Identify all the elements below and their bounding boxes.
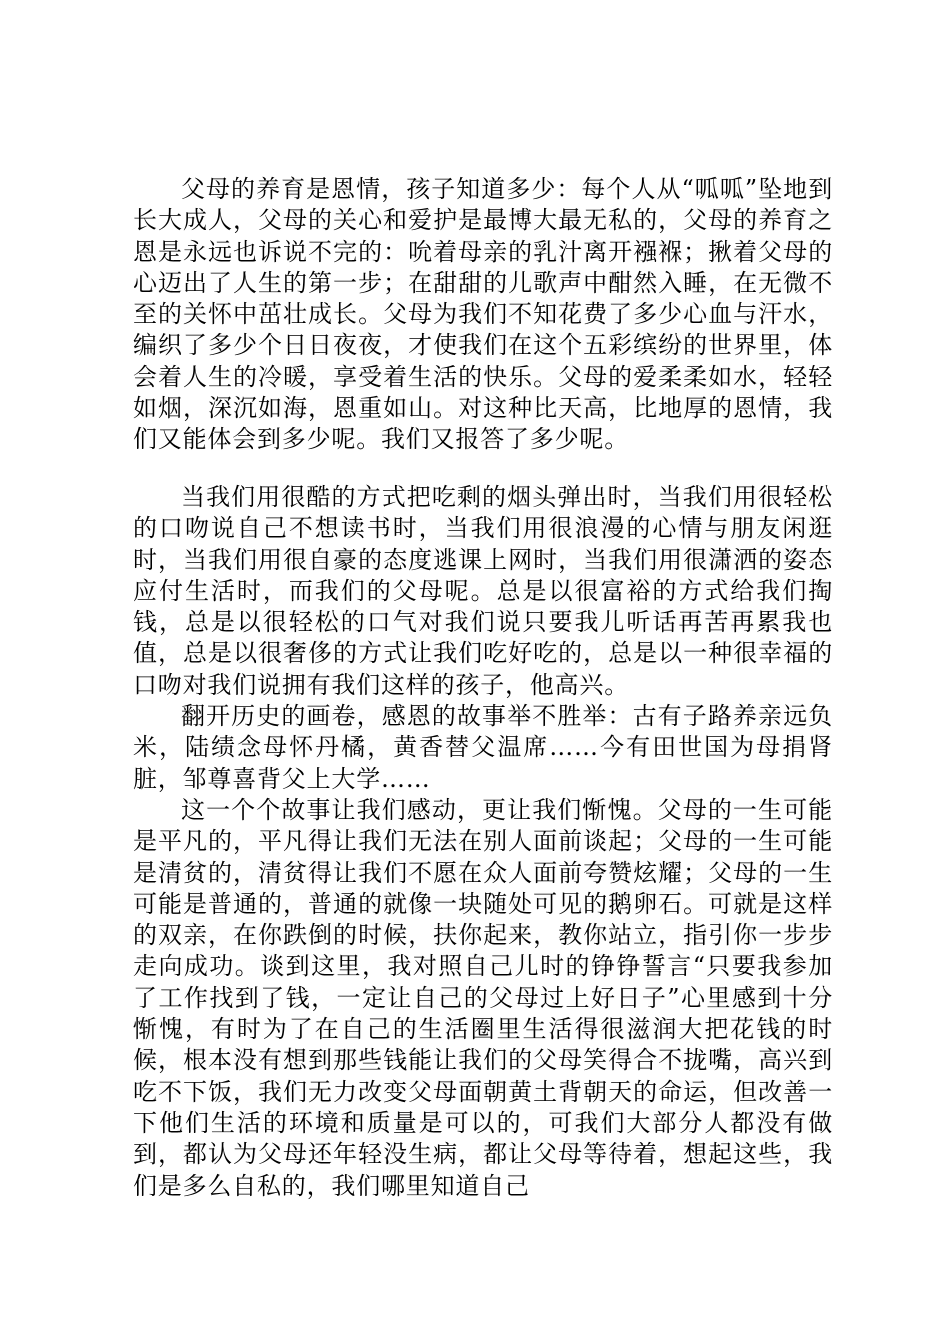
paragraph-gratitude-upbringing: 父母的养育是恩情，孩子知道多少：每个人从“呱呱”坠地到长大成人，父母的关心和爱护是最博大最无私的，父母的养育之恩是永远也诉说不完的：吮着母亲的乳汁离开襁褓；揪着父母的心迈出了人生的第一步；在甜甜的儿歌声中酣然入睡，在无微不至的关怀中茁壮成长。父母为我们不知花费了多少心血与汗水，编织了多少个日日夜夜，才使我们在这个五彩缤纷的世界里，体会着人生的冷暖，享受着生活的快乐。父母的爱柔柔如水，轻轻如烟，深沉如海，恩重如山。对这种比天高，比地厚的恩情，我们又能体会到多少呢。我们又报答了多少呢。 [133,175,833,454]
paragraph-contrast-parents: 当我们用很酷的方式把吃剩的烟头弹出时，当我们用很轻松的口吻说自己不想读书时，当我们用很浪漫的心情与朋友闲逛时，当我们用很自豪的态度逃课上网时，当我们用很潇洒的姿态应付生活时，而我们的父母呢。总是以很富裕的方式给我们掏钱，总是以很轻松的口气对我们说只要我儿听话再苦再累我也值，总是以很奢侈的方式让我们吃好吃的，总是以一种很幸福的口吻对我们说拥有我们这样的孩子，他高兴。 [133,483,833,699]
paragraph-history-stories: 翻开历史的画卷，感恩的故事举不胜举：古有子路养亲远负米，陆绩念母怀丹橘，黄香替父温席……今有田世国为母捐肾脏，邹尊喜背父上大学…… [133,702,833,793]
text-block-2 [133,482,833,1202]
text-block-1 [133,174,833,456]
paragraph-reflection: 这一个个故事让我们感动，更让我们惭愧。父母的一生可能是平凡的，平凡得让我们无法在别人面前谈起；父母的一生可能是清贫的，清贫得让我们不愿在众人面前夸赞炫耀；父母的一生可能是普通的，普通的就像一块随处可见的鹅卵石。可就是这样的双亲，在你跌倒的时候，扶你起来，教你站立，指引你一步步走向成功。谈到这里，我对照自己儿时的铮铮誓言“只要我参加了工作找到了钱，一定让自己的父母过上好日子”心里感到十分惭愧，有时为了在自己的生活圈里生活得很滋润大把花钱的时候，根本没有想到那些钱能让我们的父母笑得合不拢嘴，高兴到吃不下饭，我们无力改变父母面朝黄土背朝天的命运，但改善一下他们生活的环境和质量是可以的，可我们大部分人都没有做到，都认为父母还年轻没生病，都让父母等待着，想起这些，我们是多么自私的，我们哪里知道自己 [133,795,833,1200]
